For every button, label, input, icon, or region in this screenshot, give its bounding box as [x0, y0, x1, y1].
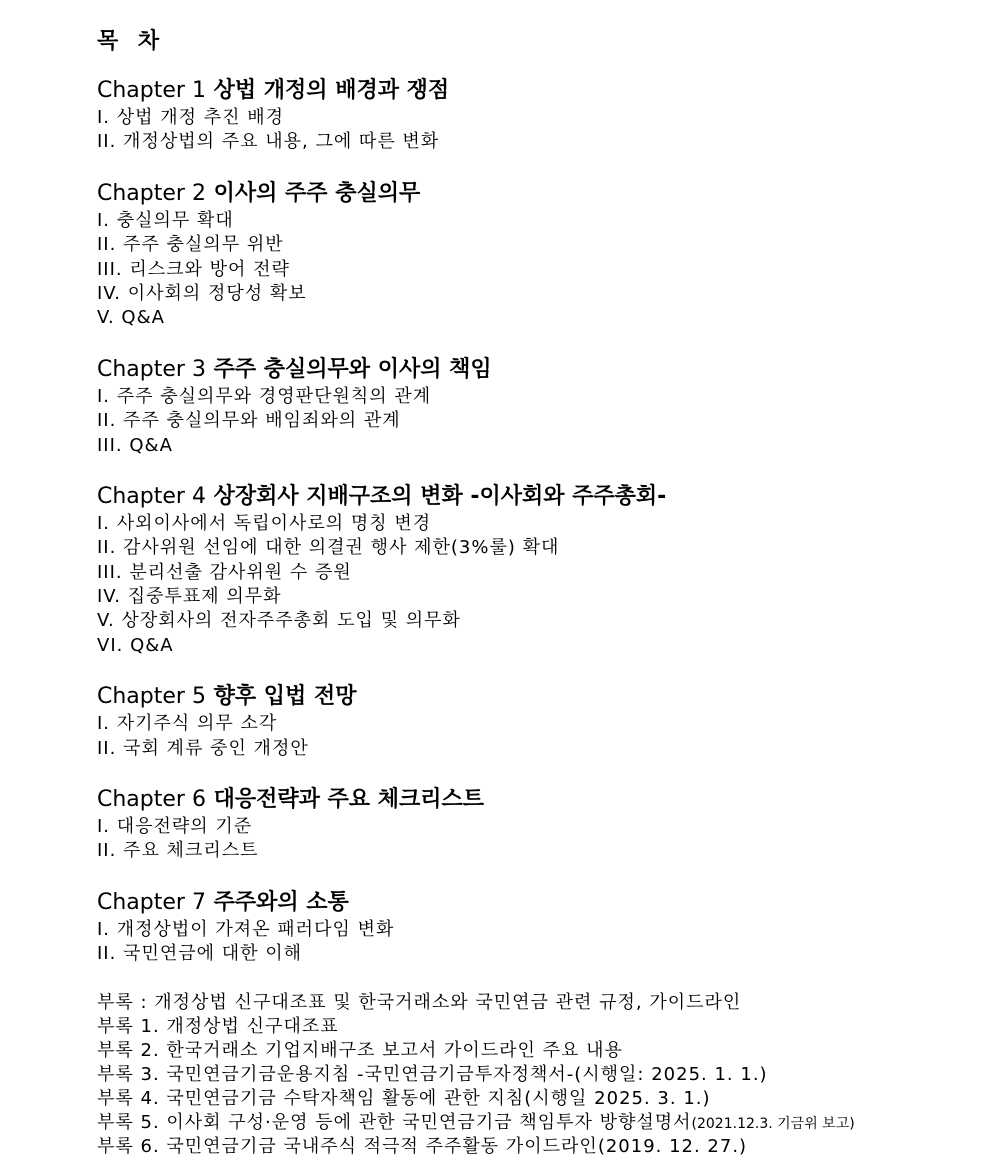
chapter-heading[interactable]	[97, 482, 977, 512]
chapter-title: 대응전략과 주요 체크리스트	[213, 787, 484, 813]
chapter-heading[interactable]	[97, 76, 977, 106]
appendix-item[interactable]	[97, 1039, 977, 1063]
appendix-item-text: 부록 3. 국민연금기금운용지침 -국민연금기금투자정책서-(시행일: 2025. 1. 1.)	[97, 1063, 768, 1085]
section-item[interactable]: I. 충실의무 확대	[97, 209, 234, 231]
chapter-block	[97, 179, 977, 331]
chapter-title: 주주와의 소통	[213, 889, 349, 915]
chapter-block	[97, 355, 977, 458]
toc-title: 목 차	[97, 29, 166, 54]
appendix-item-text: 부록 5. 이사회 구성·운영 등에 관한 국민연금기금 책임투자 방향설명서	[97, 1111, 692, 1133]
section-item[interactable]: I. 주주 충실의무와 경영판단원칙의 관계	[97, 385, 432, 407]
chapter-title: 상법 개정의 배경과 쟁점	[213, 78, 450, 103]
appendix-item-text: 부록 2. 한국거래소 기업지배구조 보고서 가이드라인 주요 내용	[97, 1039, 623, 1061]
chapter-block	[97, 682, 977, 761]
chapter-heading[interactable]	[97, 179, 977, 209]
appendix-item-text: 부록 6. 국민연금기금 국내주식 적극적 주주활동 가이드라인(2019. 12. 27.)	[97, 1135, 748, 1157]
appendix-item-text: 부록 1. 개정상법 신구대조표	[97, 1015, 339, 1037]
section-item[interactable]: I. 자기주식 의무 소각	[97, 713, 278, 735]
chapter-title: 상장회사 지배구조의 변화 -이사회와 주주총회-	[213, 483, 667, 509]
section-item[interactable]: VI. Q&A	[97, 634, 174, 656]
chapter-heading[interactable]	[97, 355, 977, 385]
section-item[interactable]: II. 감사위원 선임에 대한 의결권 행사 제한(3%룰) 확대	[97, 537, 560, 559]
chapter-list	[97, 76, 977, 967]
section-item[interactable]: V. Q&A	[97, 307, 165, 329]
appendix-item[interactable]	[97, 1015, 977, 1039]
chapter-title: 주주 충실의무와 이사의 책임	[213, 356, 492, 382]
chapter-number: Chapter 5	[97, 684, 206, 710]
chapter-title: 이사의 주주 충실의무	[213, 180, 421, 206]
chapter-heading[interactable]	[97, 888, 977, 918]
chapter-number: Chapter 2	[97, 180, 206, 206]
chapter-number: Chapter 6	[97, 787, 206, 813]
section-item[interactable]: II. 주주 충실의무 위반	[97, 234, 284, 256]
appendix-header: 부록 : 개정상법 신구대조표 및 한국거래소와 국민연금 관련 규정, 가이드라인	[97, 991, 742, 1013]
section-item[interactable]: I. 대응전략의 기준	[97, 816, 253, 838]
appendix-item-note: (2021.12.3. 기금위 보고)	[691, 1115, 855, 1132]
appendix-item[interactable]	[97, 1111, 977, 1135]
chapter-number: Chapter 1	[97, 78, 206, 103]
section-item[interactable]: V. 상장회사의 전자주주총회 도입 및 의무화	[97, 610, 461, 632]
appendix-section	[97, 991, 977, 1159]
section-item[interactable]: I. 상법 개정 추진 배경	[97, 107, 285, 128]
section-item[interactable]: III. 리스크와 방어 전략	[97, 258, 290, 280]
appendix-item[interactable]	[97, 1135, 977, 1159]
chapter-number: Chapter 3	[97, 356, 206, 382]
chapter-number: Chapter 7	[97, 889, 206, 915]
section-item[interactable]: II. 국민연금에 대한 이해	[97, 943, 302, 965]
chapter-number: Chapter 4	[97, 483, 206, 509]
section-item[interactable]: III. 분리선출 감사위원 수 증원	[97, 561, 352, 583]
section-item[interactable]: I. 개정상법이 가져온 패러다임 변화	[97, 918, 395, 940]
section-item[interactable]: II. 주요 체크리스트	[97, 840, 259, 862]
chapter-title: 향후 입법 전망	[213, 684, 357, 710]
chapter-block	[97, 888, 977, 967]
section-item[interactable]: I. 사외이사에서 독립이사로의 명칭 변경	[97, 512, 432, 534]
chapter-heading[interactable]	[97, 682, 977, 712]
chapter-block	[97, 785, 977, 864]
appendix-item[interactable]	[97, 1087, 977, 1111]
chapter-heading[interactable]	[97, 785, 977, 815]
toc-page	[97, 26, 977, 1159]
section-item[interactable]: II. 개정상법의 주요 내용, 그에 따른 변화	[97, 131, 440, 153]
appendix-item-text: 부록 4. 국민연금기금 수탁자책임 활동에 관한 지침(시행일 2025. 3. 1.)	[97, 1087, 711, 1109]
section-item[interactable]: IV. 이사회의 정당성 확보	[97, 282, 307, 304]
section-item[interactable]: IV. 집중투표제 의무화	[97, 586, 282, 608]
section-item[interactable]: II. 국회 계류 중인 개정안	[97, 737, 309, 759]
section-item[interactable]: II. 주주 충실의무와 배임죄와의 관계	[97, 410, 401, 432]
appendix-item[interactable]	[97, 1063, 977, 1087]
chapter-block	[97, 76, 977, 155]
appendix-list	[97, 1015, 977, 1159]
chapter-block	[97, 482, 977, 658]
section-item[interactable]: III. Q&A	[97, 434, 173, 456]
